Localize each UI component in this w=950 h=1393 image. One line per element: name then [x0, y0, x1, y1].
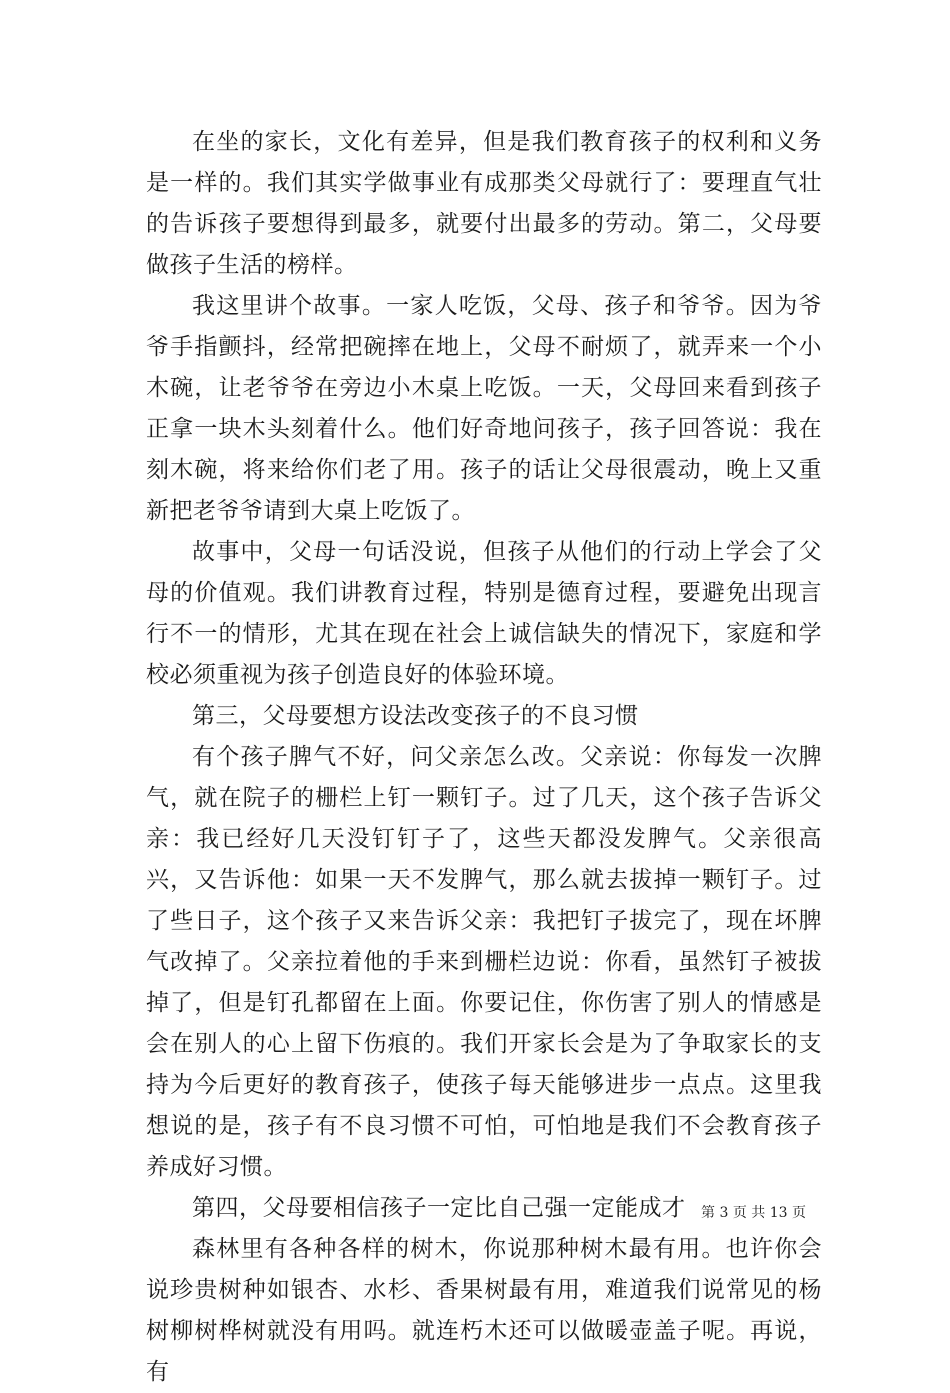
- page-number-footer: 第 3 页 共 13 页: [701, 1205, 806, 1221]
- paragraph-4: 有个孩子脾气不好，问父亲怎么改。父亲说：你每发一次脾气，就在院子的栅栏上钉一颗钉子。过了几天，这个孩子告诉父亲：我已经好几天没钉钉子了，这些天都没发脾气。父亲很高兴，又告诉他：如果一天不发脾气，那么就去拔掉一颗钉子。过了些日子，这个孩子又来告诉父亲：我把钉子拔完了，现在坏脾气改掉了。父亲拉着他的手来到栅栏边说：你看，虽然钉子被拔掉了，但是钉孔都留在上面。你要记住，你伤害了别人的情感是会在别人的心上留下伤痕的。我们开家长会是为了争取家长的支持为今后更好的教育孩子，使孩子每天能够进步一点点。这里我想说的是，孩子有不良习惯不可怕，可怕地是我们不会教育孩子养成好习惯。: [146, 744, 822, 1180]
- section-heading-3: 第三，父母要想方设法改变孩子的不良习惯: [192, 703, 639, 729]
- section-heading-4: 第四，父母要相信孩子一定比自己强一定能成才: [192, 1195, 686, 1221]
- document-body: [146, 122, 822, 1393]
- paragraph-5: 森林里有各种各样的树木，你说那种树木最有用。也许你会说珍贵树种如银杏、水杉、香果树最有用，难道我们说常见的杨树柳树桦树就没有用吗。就连朽木还可以做暖壶盖子呢。再说，有: [146, 1236, 822, 1385]
- paragraph-1: 在坐的家长，文化有差异，但是我们教育孩子的权利和义务是一样的。我们其实学做事业有成那类父母就行了：要理直气壮的告诉孩子要想得到最多，就要付出最多的劳动。第二，父母要做孩子生活的榜样。: [146, 129, 822, 278]
- paragraph-2: 我这里讲个故事。一家人吃饭，父母、孩子和爷爷。因为爷爷手指颤抖，经常把碗摔在地上，父母不耐烦了，就弄来一个小木碗，让老爷爷在旁边小木桌上吃饭。一天，父母回来看到孩子正拿一块木头刻着什么。他们好奇地问孩子，孩子回答说：我在刻木碗，将来给你们老了用。孩子的话让父母很震动，晚上又重新把老爷爷请到大桌上吃饭了。: [146, 293, 822, 524]
- paragraph-3: 故事中，父母一句话没说，但孩子从他们的行动上学会了父母的价值观。我们讲教育过程，特别是德育过程，要避免出现言行不一的情形，尤其在现在社会上诚信缺失的情况下，家庭和学校必须重视为孩子创造良好的体验环境。: [146, 539, 822, 688]
